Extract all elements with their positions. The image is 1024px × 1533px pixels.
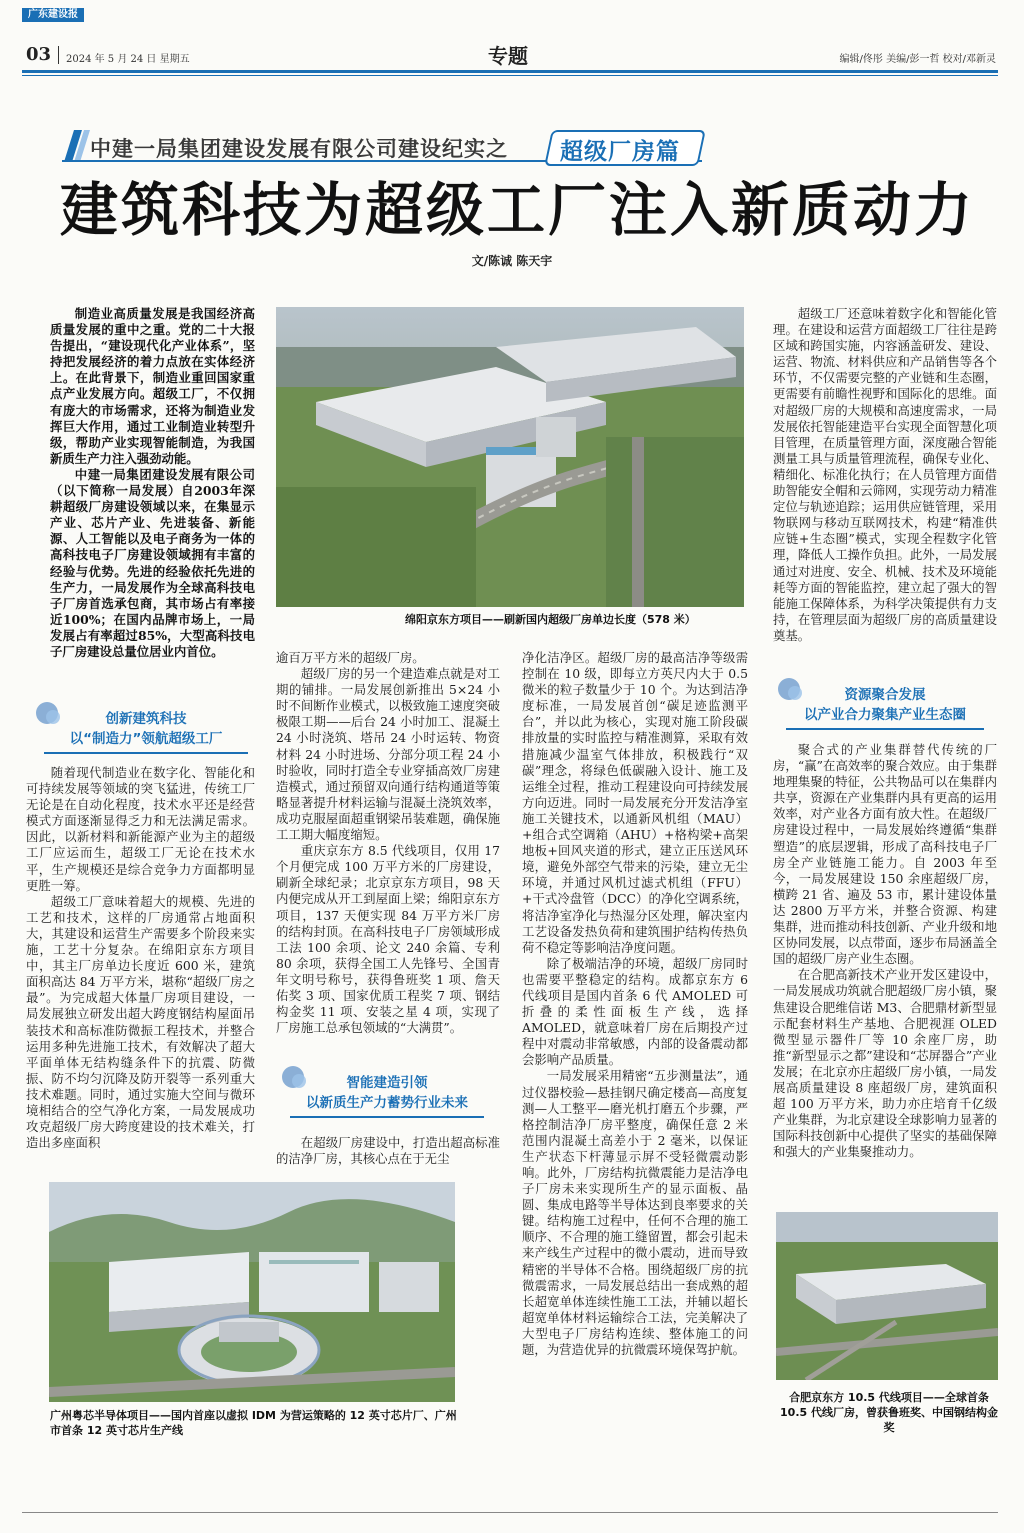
- headline: 建筑科技为超级工厂注入新质动力: [60, 176, 976, 244]
- caption-photo-3: 合肥京东方 10.5 代线项目——全球首条 10.5 代线厂房，曾获鲁班奖、中国钢结构金奖: [780, 1391, 998, 1434]
- col2-paragraph-1: 超级厂房的另一个建造难点就是对工期的铺排。一局发展创新推出 5×24 小时不间断作业模式，以极致施工速度突破极限工期——后台 24 小时加工、混凝土 24 小时浇筑、塔吊 24 小时运转、物资材料 24 小时进场、分部分项工程 24 小时验收，同时打造全专业穿插高效厂房建造模式，通过预留双向通行结构通道等策略显著提升材料运输与混凝土浇筑效率，成功克服屋面超重钢梁吊装难题，确保施工工期大幅度缩短。: [276, 666, 500, 843]
- subhead-3-line-1: 资源聚合发展: [844, 687, 926, 703]
- column-1: [26, 765, 255, 1151]
- col4-paragraph-1: 超级工厂还意味着数字化和智能化管理。在建设和运营方面超级工厂往往是跨区域和跨国实施，内容涵盖研发、建设、运营、物流、材料供应和产品销售等各个环节，不仅需要完整的产业链和生态圈，更需要有前瞻性视野和国际化的思维。面对超级厂房的大规模和高速度需求，一局发展依托智能建造平台实现全面智慧化项目管理，在质量管理方面，深度融合智能测量工具与质量管理流程，确保专业化、精细化、标准化执行；在人员管理方面借助智能安全帽和云筛网，实现劳动力精准定位与轨迹追踪；运用供应链管理，采用物联网与移动互联网技术，构建“精准供应链+生态圈”模式，实现全程数字化管理，降低人工操作负担。此外，一局发展通过对进度、安全、机械、技术及环境能耗等方面的智能监控，建立起了强大的智能施工保障体系，为科学决策提供有力支持，在管理层面为超级厂房的高质量建设奠基。: [773, 306, 997, 643]
- editors-credit: 编辑/佟彤 美编/彭一哲 校对/邓新灵: [839, 54, 996, 65]
- col2-paragraph-2: 重庆京东方 8.5 代线项目，仅用 17 个月便完成 100 万平方米的厂房建设，刷新全球纪录；北京京东方项目，98 天内便完成从开工到屋面上梁；绵阳京东方项目，137 天便实现 84 万平方米厂房的结构封顶。在高科技电子厂房领域形成工法 100 余项、论文 240 余篇、专利 80 余项，获得全国工人先锋号、全国青年文明号称号，获得鲁班奖 1 项、詹天佑奖 3 项、国家优质工程奖 7 项、钢结构金奖 11 项、安装之星 4 项，实现了厂房施工总承包领域的“大满贯”。: [276, 843, 500, 1036]
- col4-paragraph-3: 在合肥高新技术产业开发区建设中，一局发展成功筑就合肥超级厂房小镇，聚焦建设合肥维信诺 M3、合肥鼎材新型显示配套材料生产基地、合肥视涯 OLED 微型显示器件厂等 10 余座厂房，助推“新型显示之都”建设和“芯屏器合”产业发展；在北京亦庄超级厂房小镇，一局发展高质量建设 8 座超级厂房，建筑面积超 100 万平方米，助力亦庄培育千亿级产业集群，为北京建设全球影响力显著的国际科技创新中心提供了坚实的基础保障和强大的产业集聚推动力。: [773, 967, 997, 1160]
- col1-paragraph-2: 超级工厂意味着超大的规模、先进的工艺和技术，这样的厂房通常占地面积大，其建设和运营生产需要多个阶段来实施，工艺十分复杂。在绵阳京东方项目中，其主厂房单边长度近 600 米，建筑面积高达 84 万平方米，堪称“超级厂房之最”。为完成超大体量厂房项目建设，一局发展独立研发出超大跨度钢结构屋面吊装技术和高标准防微振工程技术，并整合运用多种先进施工技术，有效解决了超大平面单体无结构缝条件下的抗震、防微振、防不均匀沉降及防开裂等一系列重大技术难题。同时，通过实施大空间与微环境相结合的空气净化方案，一局发展成功攻克超级厂房大跨度建设的技术难关，打造出多座面积: [26, 893, 255, 1151]
- col3-paragraph-1: 除了极端洁净的环境，超级厂房同时也需要平整稳定的结构。成都京东方 6 代线项目是国内首条 6 代 AMOLED 可折叠的柔性面板生产线，选择 AMOLED，就意味着厂房在后期投产过程中对震动非常敏感，内部的设备震动都会影响产品质量。: [522, 955, 748, 1068]
- col2-paragraph-3: 在超级厂房建设中，打造出超高标准的洁净厂房，其核心点在于无尘: [276, 1135, 500, 1167]
- page-number-divider: [58, 46, 59, 64]
- subhead-section-3: [778, 684, 992, 728]
- lead-paragraphs: [50, 306, 255, 660]
- subhead-section-1: [36, 708, 256, 752]
- header-rule: [22, 70, 998, 73]
- subhead-section-2: [282, 1072, 492, 1116]
- subhead-2-line-1: 智能建造引领: [346, 1075, 428, 1091]
- issue-date: 2024 年 5 月 24 日 星期五: [66, 54, 190, 65]
- col3-continued: 净化洁净区。超级厂房的最高洁净等级需控制在 10 级，即每立方英尺内大于 0.5 微米的粒子数量少于 10 个。为达到洁净度标准，一局发展首创“碳足迹监测平台”，并以此为核心，实现对施工阶段碳排放量的实时监控与精准测算，采取有效措施减少温室气体排放，积极践行“双碳”理念，将绿色低碳融入设计、施工及运维全过程，推动工程建设向可持续发展方向迈进。同时一局发展充分开发洁净室施工关键技术，以通新风机组（MAU）+组合式空调箱（AHU）+格构梁+高架地板+回风夹道的形式，建立正压送风环境，避免外部空气带来的污染，建立无尘环境，并通过风机过滤式机组（FFU）+干式冷盘管（DCC）的净化空调系统，将洁净室净化与热湿分区处理，解决室内工艺设备发热负荷和建筑围护结构传热负荷不稳定等影响洁净度问题。: [522, 650, 748, 955]
- column-2: [276, 650, 500, 1036]
- subhead-1-line-2: 以“制造力”领航超级工厂: [69, 731, 223, 747]
- subhead-1-underline: [44, 752, 248, 754]
- subhead-3-underline: [786, 728, 984, 730]
- kicker-tag-label: 超级厂房篇: [560, 139, 680, 165]
- photo-mianyang-factory: [276, 307, 744, 607]
- col2-continued: 逾百万平方米的超级厂房。: [276, 650, 425, 665]
- photo-hefei-factory: [776, 1212, 998, 1380]
- subhead-2-underline: [290, 1116, 484, 1118]
- byline: 文/陈诚 陈天宇: [471, 254, 553, 268]
- subhead-2-line-2: 以新质生产力蓄势行业未来: [306, 1095, 468, 1111]
- footer-rule: [22, 1512, 998, 1513]
- column-2-bottom: [276, 1135, 500, 1167]
- section-title: 专题: [488, 44, 528, 68]
- page-number: 03: [26, 44, 52, 65]
- caption-photo-2: 广州粤芯半导体项目——国内首座以虚拟 IDM 为营运策略的 12 英寸芯片厂、广州市首条 12 英寸芯片生产线: [50, 1409, 457, 1437]
- col3-paragraph-2: 一局发展采用精密“五步测量法”，通过仪器校验—悬挂钢尺确定楼高—高度复测—人工整平—磨光机打磨五个步骤，严格控制洁净厂房平整度，确保任意 2 米范围内混凝土高差小于 2 毫米，以保证生产状态下杆薄显示屏不受轻微震动影响。此外，厂房结构抗微震能力是洁净电子厂房未来实现所生产的显示面板、晶圆、集成电路等半导体达到良率要求的关键。结构施工过程中，任何不合理的施工顺序、不合理的施工缝留置，都会引起未来产线生产过程中的微小震动，进而导致精密的半导体不合格。围绕超级厂房的抗微震需求，一局发展总结出一套成熟的超长超宽单体连续性施工工法，并辅以超长超宽单体材料运输综合工法，完美解决了大型电子厂房结构连续、整体施工的问题，为营造优异的抗微震环境保驾护航。: [522, 1068, 748, 1358]
- header-rule-thin: [22, 75, 998, 76]
- lead-paragraph-2: 中建一局集团建设发展有限公司（以下简称一局发展）自2003年深耕超级厂房建设领域以来，在集显示产业、芯片产业、先进装备、新能源、人工智能以及电子商务为一体的高科技电子厂房建设领域拥有丰富的经验与优势。先进的经验依托先进的生产力，一局发展作为全球高科技电子厂房首选承包商，其市场占有率接近100%；在国内品牌市场上，一局发展占有率超过85%，大型高科技电子厂房建设总量位居业内首位。: [50, 466, 255, 659]
- caption-photo-1: 绵阳京东方项目——刷新国内超级厂房单边长度（578 米）: [405, 613, 696, 626]
- subhead-3-line-2: 以产业合力聚集产业生态圈: [804, 707, 966, 723]
- lead-paragraph-1: 制造业高质量发展是我国经济高质量发展的重中之重。党的二十大报告提出，“建设现代化产业体系”，坚持把发展经济的着力点放在实体经济上。在此背景下，制造业重回国家重点产业发展方向。超级工厂，不仅拥有庞大的市场需求，还将为制造业发挥巨大作用，通过工业制造业转型升级，帮助产业实现智能制造，为我国新质生产力注入强劲动能。: [50, 306, 255, 466]
- column-3: [522, 650, 748, 1358]
- column-4-bottom: [773, 742, 997, 1160]
- series-kicker: 中建一局集团建设发展有限公司建设纪实之: [90, 137, 508, 161]
- paper-name-tag: 广东建设报: [22, 8, 84, 22]
- col1-paragraph-1: 随着现代制造业在数字化、智能化和可持续发展等领域的突飞猛进，传统工厂无论是在自动化程度，技术水平还是经营模式方面逐渐显得乏力和无法满足需求。因此，以新材料和新能源产业为主的超级工厂应运而生，超级工厂无论在技术水平，生产规模还是综合竞争力方面都明显更胜一筹。: [26, 765, 255, 893]
- column-4: [773, 306, 997, 644]
- photo-guangzhou-chip-plant: [49, 1182, 455, 1402]
- subhead-1-line-1: 创新建筑科技: [105, 711, 187, 727]
- col4-paragraph-2: 聚合式的产业集群替代传统的厂房，“赢”在高效率的聚合效应。由于集群地理集聚的特征，公共物品可以在集群内共享，资源在产业集群内具有更高的运用效率，对产业各方面有放大性。在超级厂房建设过程中，一局发展始终遵循“集群塑造”的底层逻辑，形成了高科技电子厂房全产业链施工能力。自 2003 年至今，一局发展建设 150 余座超级厂房，横跨 21 省、遍及 53 市，累计建设体量达 2800 万平方米，并整合资源、构建集群，进而推动科技创新、产业升级和地区协同发展，以点带面，逐步布局涵盖全国的超级厂房产业生态圈。: [773, 742, 997, 967]
